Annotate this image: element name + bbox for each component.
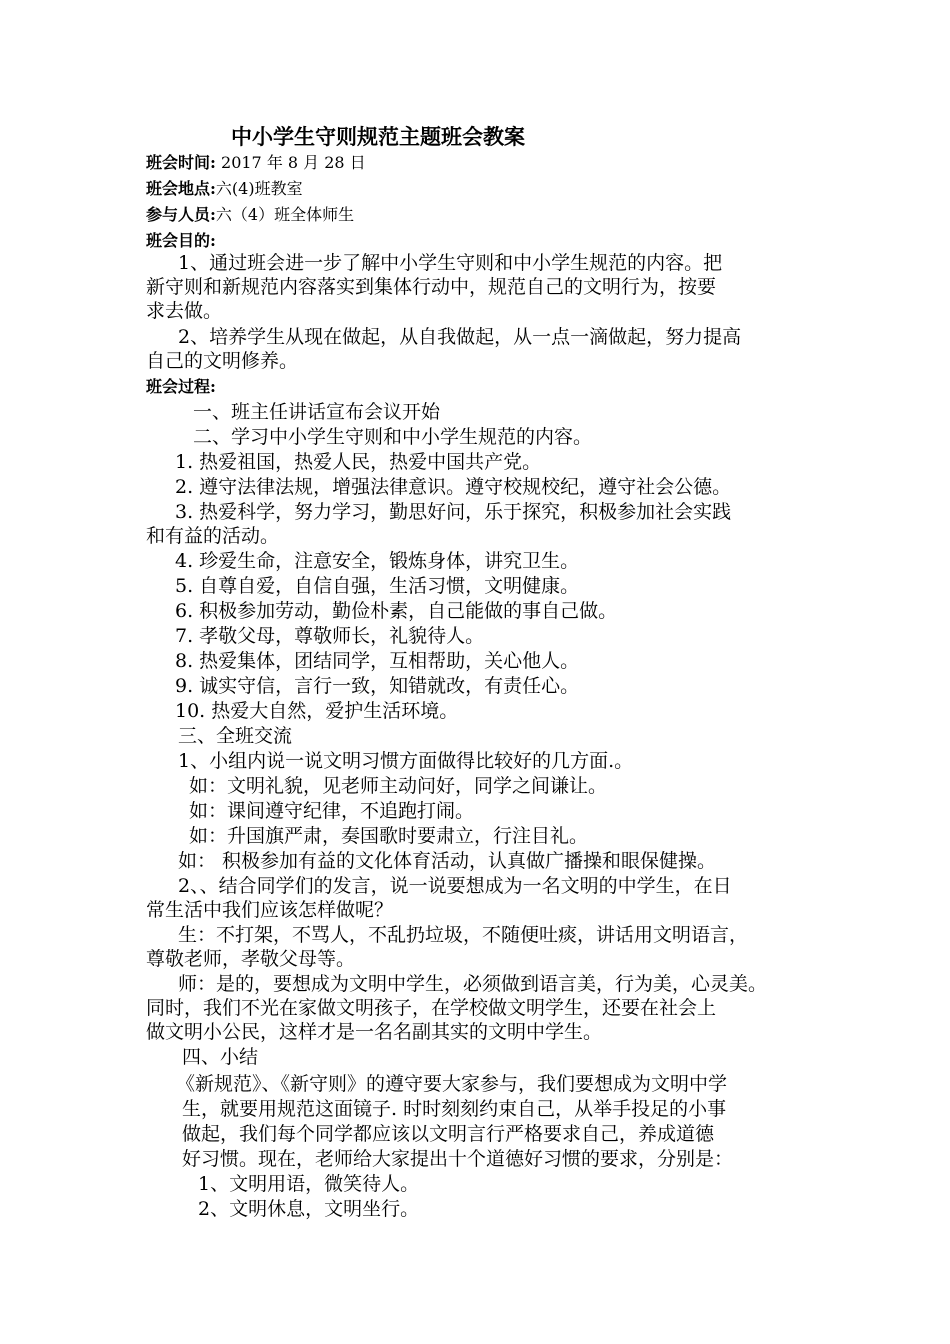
process-line: 同时，我们不光在家做文明孩子，在学校做文明学生，还要在社会上 [146,997,717,1019]
process-line: 3. 热爱科学，努力学习，勤思好问，乐于探究，积极参加社会实践 [175,501,732,523]
purpose-label: 班会目的: [146,231,216,250]
process-line: 一、班主任讲话宣布会议开始 [193,401,441,423]
meta-people [146,202,354,228]
purpose-line: 新守则和新规范内容落实到集体行动中，规范自己的文明行为，按要 [146,276,717,298]
process-line: 如： 积极参加有益的文化体育活动，认真做广播操和眼保健操。 [178,850,717,872]
process-line: 7. 孝敬父母，尊敬师长，礼貌待人。 [175,625,485,647]
process-line: 三、全班交流 [178,725,293,747]
process-line: 生，就要用规范这面镜子. 时时刻刻约束自己，从举手投足的小事 [182,1098,727,1120]
process-line: 师：是的，要想成为文明中学生，必须做到语言美，行为美，心灵美。 [178,973,768,995]
process-line: 4. 珍爱生命，注意安全，锻炼身体，讲究卫生。 [175,550,580,572]
place-label: 班会地点: [146,179,216,198]
purpose-line: 2、培养学生从现在做起，从自我做起，从一点一滴做起，努力提高 [178,326,742,348]
process-line: 好习惯。现在，老师给大家提出十个道德好习惯的要求，分别是： [182,1148,734,1170]
process-line: 常生活中我们应该怎样做呢？ [146,899,394,921]
process-line: 如：课间遵守纪律，不追跑打闹。 [189,800,475,822]
process-line: 1. 热爱祖国，热爱人民，热爱中国共产党。 [175,451,542,473]
people-value: 六（4）班全体师生 [215,205,355,224]
process-line: 2. 遵守法律法规，增强法律意识。遵守校规校纪，遵守社会公德。 [175,476,732,498]
meta-place [146,176,303,202]
process-line: 二、学习中小学生守则和中小学生规范的内容。 [193,426,593,448]
process-line: 尊敬老师，孝敬父母等。 [146,948,356,970]
time-value: 2017 年 8 月 28 日 [215,153,366,172]
process-line: 做起，我们每个同学都应该以文明言行严格要求自己，养成道德 [182,1123,715,1145]
document-title: 中小学生守则规范主题班会教案 [231,124,525,149]
process-line: 如：文明礼貌，见老师主动问好，同学之间谦让。 [189,775,608,797]
process-line: 如：升国旗严肃，奏国歌时要肃立，行注目礼。 [189,825,589,847]
process-line: 2、文明休息，文明坐行。 [198,1198,420,1220]
process-line: 2、、结合同学们的发言，说一说要想成为一名文明的中学生，在日 [178,875,732,897]
process-line: 8. 热爱集体，团结同学，互相帮助，关心他人。 [175,650,580,672]
process-label: 班会过程: [146,377,216,396]
process-line: 9. 诚实守信，言行一致，知错就改，有责任心。 [175,675,580,697]
process-line: 和有益的活动。 [146,525,280,547]
process-line: 6. 积极参加劳动，勤俭朴素，自己能做的事自己做。 [175,600,618,622]
process-line: 做文明小公民，这样才是一名名副其实的文明中学生。 [146,1021,603,1043]
process-line: 10. 热爱大自然，爱护生活环境。 [175,700,459,722]
process-line: 1、小组内说一说文明习惯方面做得比较好的几方面.。 [178,750,634,772]
meta-process [146,374,216,400]
process-line: 1、文明用语，微笑待人。 [198,1173,420,1195]
purpose-line: 求去做。 [146,300,223,322]
place-value: 六(4)班教室 [215,179,303,198]
process-line: 5. 自尊自爱，自信自强，生活习惯，文明健康。 [175,575,580,597]
meta-time [146,150,366,176]
process-line: 四、小结 [182,1046,259,1068]
purpose-line: 1、通过班会进一步了解中小学生守则和中小学生规范的内容。把 [178,252,723,274]
purpose-line: 自己的文明修养。 [146,350,299,372]
time-label: 班会时间: [146,153,216,172]
process-line: 生：不打架，不骂人，不乱扔垃圾，不随便吐痰，讲话用文明语言， [178,924,749,946]
people-label: 参与人员: [146,205,216,224]
process-line: 《新规范》、《新守则》的遵守要大家参与，我们要想成为文明中学 [176,1073,728,1095]
